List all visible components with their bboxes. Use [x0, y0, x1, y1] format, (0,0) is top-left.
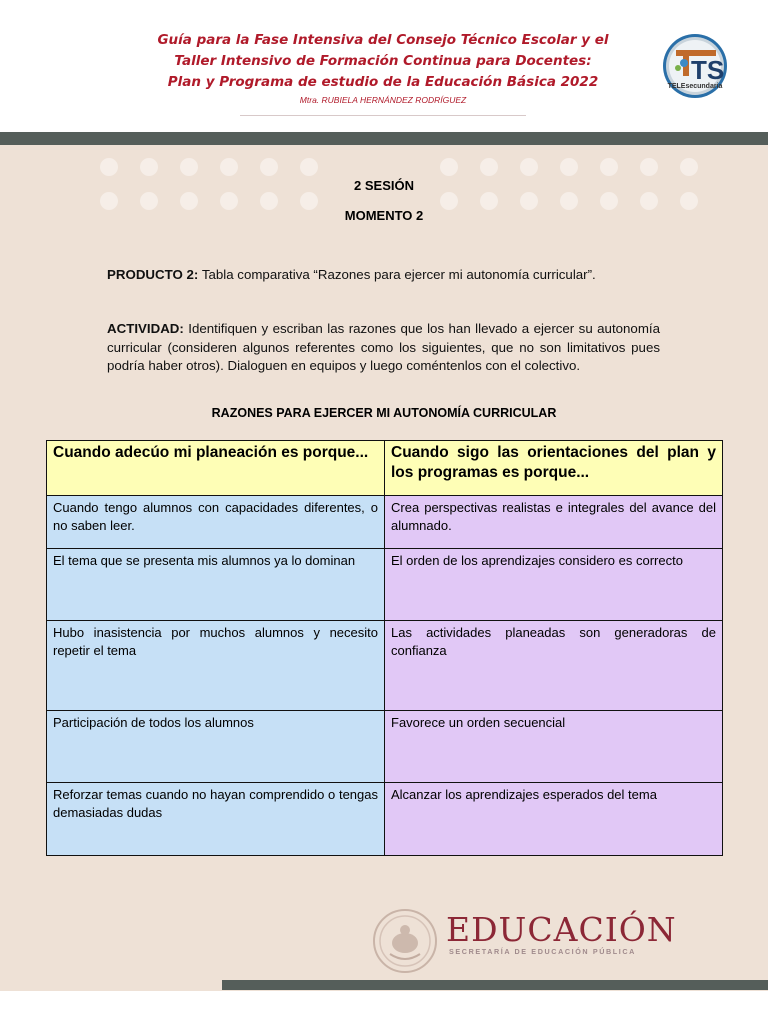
header-band	[0, 132, 768, 145]
header-title-line-2: Taller Intensivo de Formación Continua para Docentes:	[174, 53, 592, 69]
document-header	[0, 0, 768, 132]
activity-text: Identifiquen y escriban las razones que los han llevado a ejercer su autonomía curricular (consideren algunos referentes como los siguientes, que no son limitativos pues podría haber otros). Dialoguen en equipos y luego coméntenlos con el colectivo.	[107, 321, 660, 373]
page-bottom-margin	[0, 991, 768, 1024]
table-cell: Reforzar temas cuando no hayan comprendido o tengas demasiadas dudas	[47, 783, 385, 856]
table-cell: Participación de todos los alumnos	[47, 711, 385, 783]
activity-paragraph	[107, 320, 660, 376]
session-heading: 2 SESIÓN	[354, 178, 414, 193]
table-cell: Las actividades planeadas son generadoras de confianza	[385, 621, 723, 711]
table-cell: Favorece un orden secuencial	[385, 711, 723, 783]
education-brand: EDUCACIÓN	[446, 910, 677, 949]
table-cell: Cuando tengo alumnos con capacidades diferentes, o no saben leer.	[47, 496, 385, 549]
moment-heading: MOMENTO 2	[344, 208, 424, 223]
table-row	[47, 711, 723, 783]
logo-letters: TS	[691, 55, 725, 85]
table-cell: Hubo inasistencia por muchos alumnos y necesito repetir el tema	[47, 621, 385, 711]
table-row	[47, 783, 723, 856]
table-cell: Crea perspectivas realistas e integrales del avance del alumnado.	[385, 496, 723, 549]
header-divider	[240, 115, 526, 116]
table-row	[47, 621, 723, 711]
activity-label: ACTIVIDAD:	[107, 321, 184, 336]
table-title: RAZONES PARA EJERCER MI AUTONOMÍA CURRICULAR	[211, 406, 557, 420]
header-title-line-1: Guía para la Fase Intensiva del Consejo Técnico Escolar y el	[157, 32, 609, 48]
logo-caption: TELEsecundaria	[667, 83, 723, 90]
table-cell: Alcanzar los aprendizajes esperados del tema	[385, 783, 723, 856]
table-header-row	[47, 441, 723, 496]
header-title	[150, 30, 616, 93]
header-title-line-3: Plan y Programa de estudio de la Educación Básica 2022	[167, 74, 599, 90]
product-label: PRODUCTO 2:	[107, 267, 199, 282]
header-cell-follow: Cuando sigo las orientaciones del plan y los programas es porque...	[385, 441, 723, 496]
table-row	[47, 496, 723, 549]
table-cell: El tema que se presenta mis alumnos ya lo dominan	[47, 549, 385, 621]
table-cell: El orden de los aprendizajes considero es correcto	[385, 549, 723, 621]
education-subtitle: SECRETARÍA DE EDUCACIÓN PÚBLICA	[449, 947, 636, 956]
header-cell-adapt: Cuando adecúo mi planeación es porque...	[47, 441, 385, 496]
table-row	[47, 549, 723, 621]
header-author: Mtra. RUBIELA HERNÁNDEZ RODRÍGUEZ	[299, 95, 467, 105]
product-paragraph	[107, 266, 607, 285]
product-text: Tabla comparativa “Razones para ejercer mi autonomía curricular”.	[198, 267, 596, 282]
comparison-table	[46, 440, 723, 856]
national-seal-icon	[372, 908, 438, 974]
footer-band	[222, 980, 768, 990]
